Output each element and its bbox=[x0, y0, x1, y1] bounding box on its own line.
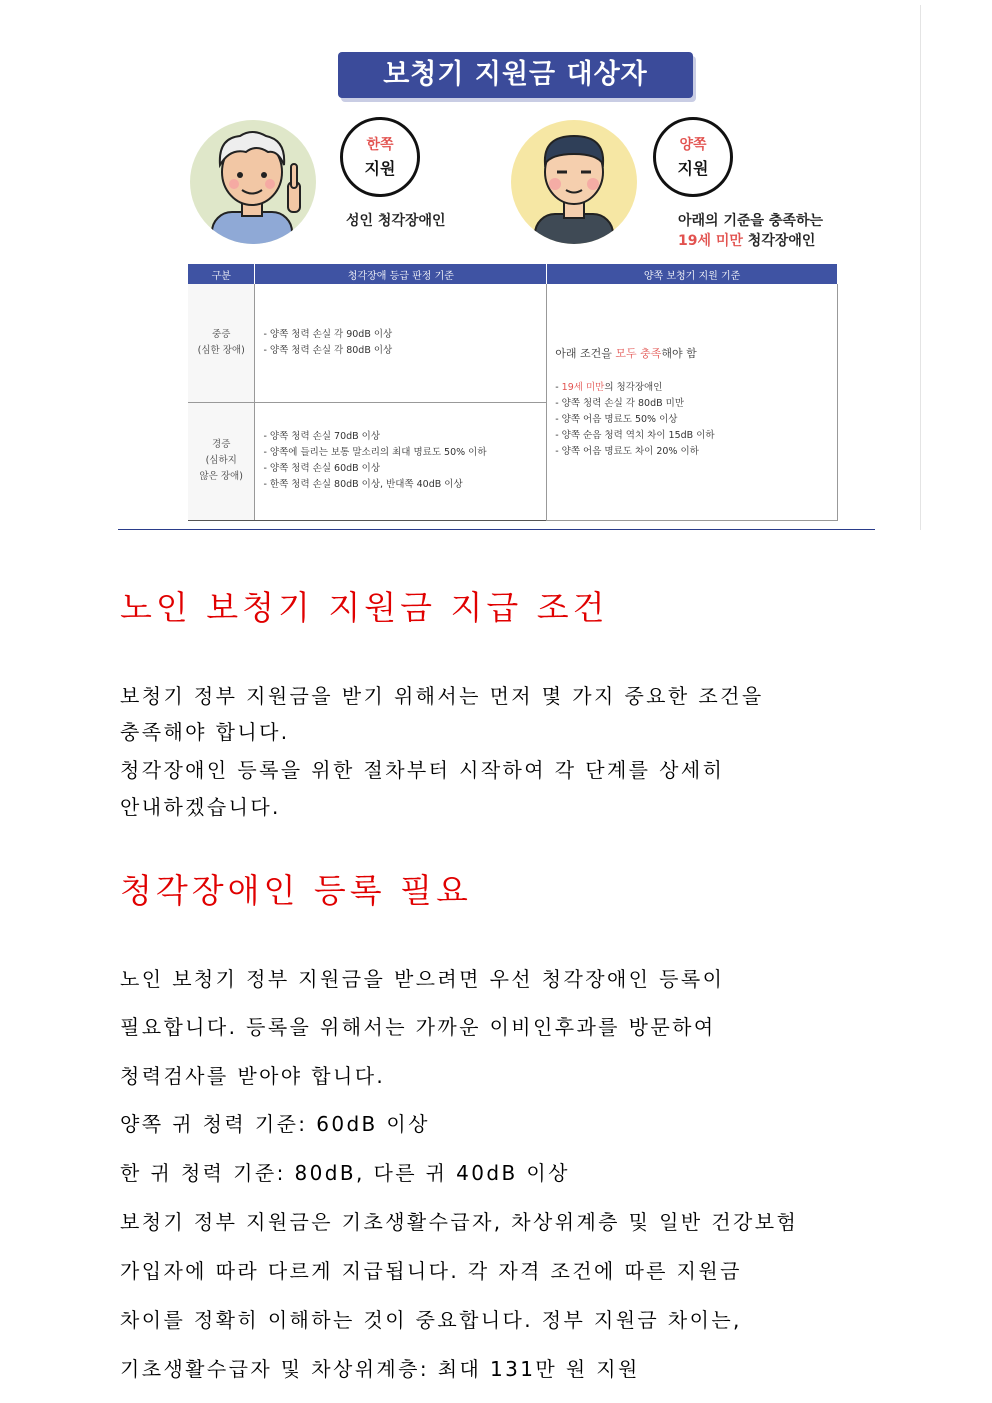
adult-caption: 성인 청각장애인 bbox=[346, 213, 446, 229]
severe-criteria bbox=[255, 284, 547, 402]
badge-label-support: 지원 bbox=[364, 159, 396, 178]
support-item: - 양쪽 어음 명료도 차이 20% 이하 bbox=[555, 446, 699, 457]
support-item: - 양쪽 어음 명료도 50% 이상 bbox=[555, 414, 678, 425]
support-conditions-head bbox=[555, 346, 829, 362]
paragraph-line: 가입자에 따라 다르게 지급됩니다. 각 자격 조건에 따른 지원금 bbox=[120, 1259, 742, 1283]
paragraph-line: 안내하겠습니다. bbox=[120, 795, 281, 819]
support-head-text: 아래 조건을 bbox=[555, 347, 616, 360]
section-heading-registration: 청각장애인 등록 필요 bbox=[120, 871, 472, 910]
table-row bbox=[188, 284, 838, 402]
paragraph-line: 차이를 정확히 이해하는 것이 중요합니다. 정부 지원금 차이는, bbox=[120, 1308, 742, 1332]
criteria-item: - 양쪽에 들리는 보통 말소리의 최대 명료도 50% 이하 bbox=[263, 447, 487, 458]
support-item: - 양쪽 순음 청력 역치 차이 15dB 이하 bbox=[555, 430, 715, 441]
header-grade-criteria: 청각장애 등급 판정 기준 bbox=[255, 264, 547, 284]
criteria-item: - 양쪽 청력 손실 각 80dB 이상 bbox=[263, 344, 393, 356]
support-conditions bbox=[547, 284, 838, 520]
paragraph-line: 충족해야 합니다. bbox=[120, 720, 290, 744]
paragraph-line: 보청기 정부 지원금은 기초생활수급자, 차상위계층 및 일반 건강보험 bbox=[120, 1210, 799, 1234]
grade-mild bbox=[188, 402, 255, 520]
paragraph-line: 필요합니다. 등록을 위해서는 가까운 이비인후과를 방문하여 bbox=[120, 1015, 716, 1039]
criteria-item: - 양쪽 청력 손실 60dB 이상 bbox=[263, 463, 381, 474]
support-head-highlight: 모두 충족 bbox=[615, 347, 662, 360]
criteria-item: - 한쪽 청력 손실 80dB 이상, 반대쪽 40dB 이상 bbox=[263, 479, 463, 490]
paragraph-line: 한 귀 청력 기준: 80dB, 다른 귀 40dB 이상 bbox=[120, 1161, 570, 1185]
paragraph-line: 기초생활수급자 및 차상위계층: 최대 131만 원 지원 bbox=[120, 1357, 640, 1381]
support-item-age bbox=[555, 380, 829, 396]
support-item-dash: - bbox=[555, 382, 562, 393]
paragraph-line: 청력검사를 받아야 합니다. bbox=[120, 1064, 386, 1088]
grade-mild-label: 경증 bbox=[212, 439, 231, 450]
badge-label-one-side: 한쪽 bbox=[366, 137, 394, 153]
support-item: - 양쪽 청력 손실 각 80dB 미만 bbox=[555, 398, 684, 409]
mild-criteria bbox=[255, 402, 547, 520]
paragraph-line: 청각장애인 등록을 위한 절차부터 시작하여 각 단계를 상세히 bbox=[120, 758, 725, 782]
header-support-criteria: 양쪽 보청기 지원 기준 bbox=[547, 264, 838, 284]
grade-severe-sub: (심한 장애) bbox=[197, 344, 245, 356]
section-heading-conditions: 노인 보청기 지원금 지급 조건 bbox=[120, 588, 609, 627]
grade-severe-label: 중증 bbox=[212, 328, 231, 340]
grade-mild-sub2: 않은 장애) bbox=[199, 471, 243, 482]
criteria-table bbox=[188, 264, 838, 521]
elderly-person-illustration bbox=[190, 120, 316, 244]
criteria-item: - 양쪽 청력 손실 70dB 이상 bbox=[263, 431, 381, 442]
support-item-age-highlight: 19세 미만 bbox=[561, 382, 605, 393]
badge-label-support-right: 지원 bbox=[677, 159, 709, 178]
criteria-item: - 양쪽 청력 손실 각 90dB 이상 bbox=[263, 328, 393, 340]
youth-caption-line1: 아래의 기준을 충족하는 bbox=[678, 213, 823, 229]
badge-label-both-sides: 양쪽 bbox=[679, 137, 707, 153]
support-head-text-end: 해야 함 bbox=[661, 347, 697, 360]
paragraph-line: 보청기 정부 지원금을 받기 위해서는 먼저 몇 가지 중요한 조건을 bbox=[120, 684, 764, 708]
one-side-support-badge bbox=[340, 117, 420, 197]
grade-severe bbox=[188, 284, 255, 402]
paragraph-line: 양쪽 귀 청력 기준: 60dB 이상 bbox=[120, 1112, 430, 1136]
table-header-row bbox=[188, 264, 838, 284]
infographic-title: 보청기 지원금 대상자 bbox=[338, 52, 693, 98]
page-edge-line bbox=[920, 5, 921, 530]
youth-caption-rest: 청각장애인 bbox=[742, 233, 816, 249]
image-bottom-rule bbox=[118, 529, 875, 530]
paragraph-line: 노인 보청기 정부 지원금을 받으려면 우선 청각장애인 등록이 bbox=[120, 967, 725, 991]
youth-caption-line2 bbox=[678, 230, 815, 250]
youth-person-illustration bbox=[511, 120, 637, 244]
header-category: 구분 bbox=[188, 264, 255, 284]
both-side-support-badge bbox=[653, 117, 733, 197]
grade-mild-sub: (심하지 bbox=[205, 455, 237, 466]
support-item-age-rest: 의 청각장애인 bbox=[604, 382, 663, 393]
youth-caption-highlight: 19세 미만 bbox=[678, 233, 743, 249]
hearing-aid-infographic bbox=[185, 42, 840, 522]
